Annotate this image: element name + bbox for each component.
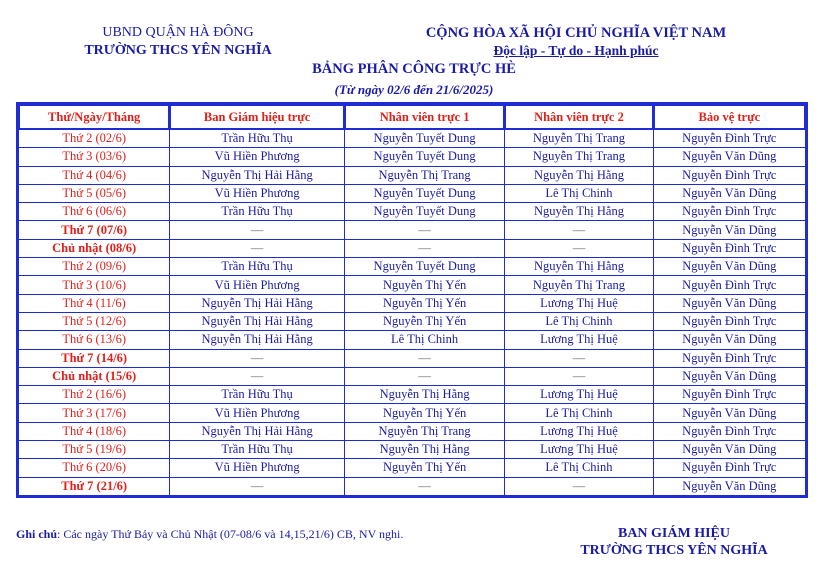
guard-cell: Nguyễn Văn Dũng <box>654 478 805 495</box>
staff-1-cell: Nguyễn Thị Yến <box>345 295 504 312</box>
staff-1-cell: Nguyễn Thị Trang <box>345 423 504 440</box>
table-row <box>19 258 805 275</box>
principal-cell: Trần Hữu Thụ <box>170 441 344 458</box>
table-row <box>19 459 805 476</box>
principal-cell: — <box>170 221 344 238</box>
principal-cell: Trần Hữu Thụ <box>170 203 344 220</box>
table-row <box>19 313 805 330</box>
guard-cell: Nguyễn Văn Dũng <box>654 148 805 165</box>
staff-1-cell: Nguyễn Tuyết Dung <box>345 203 504 220</box>
guard-cell: Nguyễn Văn Dũng <box>654 221 805 238</box>
staff-2-cell: Lê Thị Chinh <box>505 185 652 202</box>
guard-cell: Nguyễn Văn Dũng <box>654 295 805 312</box>
principal-cell: — <box>170 478 344 495</box>
staff-1-cell: Nguyễn Tuyết Dung <box>345 130 504 147</box>
staff-1-cell: Lê Thị Chinh <box>345 331 504 348</box>
day-cell: Thứ 2 (16/6) <box>19 386 169 403</box>
guard-cell: Nguyễn Đình Trực <box>654 240 805 257</box>
schedule-table <box>16 102 808 498</box>
national-title: CỘNG HÒA XÃ HỘI CHỦ NGHĨA VIỆT NAM <box>425 25 727 41</box>
principal-cell: Trần Hữu Thụ <box>170 258 344 275</box>
table-row <box>19 221 805 238</box>
column-header-guard: Bảo vệ trực <box>654 105 805 129</box>
principal-cell: — <box>170 368 344 385</box>
column-header-staff-1: Nhân viên trực 1 <box>345 105 504 129</box>
principal-cell: Vũ Hiền Phương <box>170 185 344 202</box>
table-row <box>19 441 805 458</box>
column-header-principal: Ban Giám hiệu trực <box>170 105 344 129</box>
staff-1-cell: Nguyễn Thị Yến <box>345 313 504 330</box>
day-cell: Chủ nhật (08/6) <box>19 240 169 257</box>
footnote-text: : Các ngày Thứ Bảy và Chủ Nhật (07-08/6 và 14,15,21/6) CB, NV nghi. <box>57 527 404 541</box>
guard-cell: Nguyễn Văn Dũng <box>654 404 805 421</box>
staff-1-cell: Nguyễn Tuyết Dung <box>345 148 504 165</box>
day-cell: Thứ 4 (11/6) <box>19 295 169 312</box>
staff-2-cell: Nguyễn Thị Trang <box>505 130 652 147</box>
staff-2-cell: Lương Thị Huệ <box>505 441 652 458</box>
schedule-table-wrapper <box>16 102 808 498</box>
guard-cell: Nguyễn Văn Dũng <box>654 185 805 202</box>
table-row <box>19 167 805 184</box>
staff-1-cell: Nguyễn Thị Trang <box>345 167 504 184</box>
table-row <box>19 350 805 367</box>
school-header <box>80 24 276 60</box>
guard-cell: Nguyễn Đình Trực <box>654 350 805 367</box>
staff-2-cell: Nguyễn Thị Trang <box>505 276 652 293</box>
principal-cell: Nguyễn Thị Hải Hằng <box>170 167 344 184</box>
day-cell: Thứ 5 (05/6) <box>19 185 169 202</box>
staff-2-cell: Nguyễn Thị Hằng <box>505 167 652 184</box>
principal-cell: Vũ Hiền Phương <box>170 276 344 293</box>
staff-2-cell: Lê Thị Chinh <box>505 313 652 330</box>
table-row <box>19 295 805 312</box>
principal-cell: Vũ Hiền Phương <box>170 148 344 165</box>
staff-2-cell: Nguyễn Thị Hằng <box>505 203 652 220</box>
document-title: BẢNG PHÂN CÔNG TRỰC HÈ <box>312 61 516 77</box>
footnote-label: Ghi chú <box>16 527 58 541</box>
staff-2-cell: — <box>505 368 652 385</box>
school-name: TRƯỜNG THCS YÊN NGHĨA <box>84 43 272 58</box>
principal-cell: Nguyễn Thị Hải Hằng <box>170 423 344 440</box>
guard-cell: Nguyễn Đình Trực <box>654 423 805 440</box>
footnote <box>16 527 403 542</box>
staff-2-cell: Lương Thị Huệ <box>505 331 652 348</box>
signature-line-2: TRƯỜNG THCS YÊN NGHĨA <box>580 543 768 558</box>
national-motto: Độc lập - Tự do - Hạnh phúc <box>493 43 659 58</box>
table-row <box>19 423 805 440</box>
day-cell: Thứ 3 (17/6) <box>19 404 169 421</box>
guard-cell: Nguyễn Đình Trực <box>654 130 805 147</box>
day-cell: Thứ 3 (10/6) <box>19 276 169 293</box>
day-cell: Thứ 7 (21/6) <box>19 478 169 495</box>
staff-1-cell: — <box>345 350 504 367</box>
table-row <box>19 478 805 495</box>
staff-2-cell: Lương Thị Huệ <box>505 423 652 440</box>
staff-2-cell: Lương Thị Huệ <box>505 386 652 403</box>
document-subtitle: (Từ ngày 02/6 đến 21/6/2025) <box>334 82 494 97</box>
guard-cell: Nguyễn Đình Trực <box>654 276 805 293</box>
guard-cell: Nguyễn Văn Dũng <box>654 441 805 458</box>
table-row <box>19 386 805 403</box>
table-row <box>19 404 805 421</box>
staff-2-cell: — <box>505 240 652 257</box>
staff-1-cell: Nguyễn Tuyết Dung <box>345 258 504 275</box>
day-cell: Thứ 6 (13/6) <box>19 331 169 348</box>
guard-cell: Nguyễn Văn Dũng <box>654 331 805 348</box>
guard-cell: Nguyễn Văn Dũng <box>654 258 805 275</box>
principal-cell: — <box>170 240 344 257</box>
staff-1-cell: Nguyễn Thị Hằng <box>345 441 504 458</box>
guard-cell: Nguyễn Đình Trực <box>654 313 805 330</box>
signature-block <box>566 525 782 559</box>
principal-cell: Nguyễn Thị Hải Hằng <box>170 313 344 330</box>
day-cell: Thứ 5 (12/6) <box>19 313 169 330</box>
table-header-row <box>19 105 805 129</box>
table-row <box>19 276 805 293</box>
table-row <box>19 185 805 202</box>
principal-cell: Vũ Hiền Phương <box>170 404 344 421</box>
day-cell: Thứ 6 (06/6) <box>19 203 169 220</box>
principal-cell: Nguyễn Thị Hải Hằng <box>170 331 344 348</box>
day-cell: Thứ 7 (14/6) <box>19 350 169 367</box>
guard-cell: Nguyễn Đình Trực <box>654 167 805 184</box>
day-cell: Thứ 2 (09/6) <box>19 258 169 275</box>
staff-2-cell: Lê Thị Chinh <box>505 459 652 476</box>
staff-2-cell: — <box>505 350 652 367</box>
guard-cell: Nguyễn Văn Dũng <box>654 368 805 385</box>
staff-1-cell: Nguyễn Thị Yến <box>345 276 504 293</box>
table-row <box>19 148 805 165</box>
column-header-staff-2: Nhân viên trực 2 <box>505 105 652 129</box>
staff-1-cell: — <box>345 221 504 238</box>
table-row <box>19 368 805 385</box>
guard-cell: Nguyễn Đình Trực <box>654 459 805 476</box>
day-cell: Thứ 2 (02/6) <box>19 130 169 147</box>
principal-cell: Nguyễn Thị Hải Hằng <box>170 295 344 312</box>
column-header-day: Thứ/Ngày/Tháng <box>19 105 169 129</box>
day-cell: Thứ 4 (04/6) <box>19 167 169 184</box>
staff-1-cell: — <box>345 368 504 385</box>
day-cell: Thứ 4 (18/6) <box>19 423 169 440</box>
day-cell: Thứ 6 (20/6) <box>19 459 169 476</box>
staff-2-cell: Lương Thị Huệ <box>505 295 652 312</box>
table-row <box>19 331 805 348</box>
staff-2-cell: Nguyễn Thị Trang <box>505 148 652 165</box>
day-cell: Thứ 5 (19/6) <box>19 441 169 458</box>
principal-cell: Trần Hữu Thụ <box>170 130 344 147</box>
staff-2-cell: — <box>505 478 652 495</box>
day-cell: Thứ 3 (03/6) <box>19 148 169 165</box>
staff-2-cell: Lê Thị Chinh <box>505 404 652 421</box>
guard-cell: Nguyễn Đình Trực <box>654 386 805 403</box>
staff-1-cell: Nguyễn Tuyết Dung <box>345 185 504 202</box>
principal-cell: — <box>170 350 344 367</box>
staff-1-cell: Nguyễn Thị Hằng <box>345 386 504 403</box>
day-cell: Chủ nhật (15/6) <box>19 368 169 385</box>
staff-1-cell: — <box>345 240 504 257</box>
day-cell: Thứ 7 (07/6) <box>19 221 169 238</box>
table-row <box>19 130 805 147</box>
table-row <box>19 240 805 257</box>
principal-cell: Vũ Hiền Phương <box>170 459 344 476</box>
signature-line-1: BAN GIÁM HIỆU <box>617 526 730 541</box>
table-row <box>19 203 805 220</box>
staff-2-cell: — <box>505 221 652 238</box>
district-name: UBND QUẬN HÀ ĐÔNG <box>102 25 254 40</box>
staff-1-cell: Nguyễn Thị Yến <box>345 459 504 476</box>
national-header <box>410 24 742 60</box>
guard-cell: Nguyễn Đình Trực <box>654 203 805 220</box>
principal-cell: Trần Hữu Thụ <box>170 386 344 403</box>
staff-1-cell: — <box>345 478 504 495</box>
staff-1-cell: Nguyễn Thị Yến <box>345 404 504 421</box>
staff-2-cell: Nguyễn Thị Hằng <box>505 258 652 275</box>
